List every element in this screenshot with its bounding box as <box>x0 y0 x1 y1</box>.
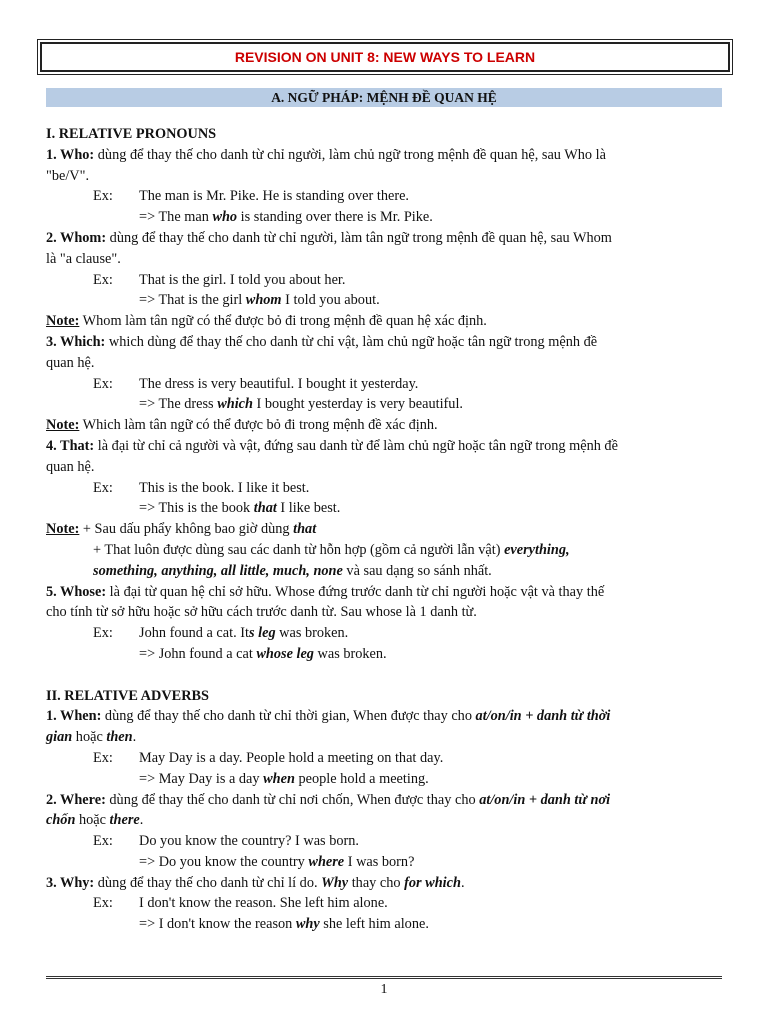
that-example: Ex: This is the book. I like it best. <box>93 479 310 496</box>
when-term: 1. When: <box>46 708 102 725</box>
when-answer: => May Day is a day when people hold a meeting. <box>139 770 429 787</box>
heading-relative-pronouns: I. RELATIVE PRONOUNS <box>46 126 217 142</box>
where-definition: 2. Where: dùng để thay thế cho danh từ chỉ nơi chốn, When được thay cho at/on/in + danh từ nơi <box>46 791 611 808</box>
who-definition-cont: "be/V". <box>46 167 90 184</box>
footer-divider <box>46 976 722 979</box>
who-definition: 1. Who: dùng để thay thế cho danh từ chỉ người, làm chủ ngữ trong mệnh đề quan hệ, sau Who là <box>46 146 606 163</box>
which-note: Note: Which làm tân ngữ có thể được bỏ đi trong mệnh đề xác định. <box>46 417 438 434</box>
which-definition-cont: quan hệ. <box>46 354 95 371</box>
where-term: 2. Where: <box>46 791 106 808</box>
where-answer: => Do you know the country where I was born? <box>139 853 415 870</box>
whose-term: 5. Whose: <box>46 583 107 600</box>
that-term: 4. That: <box>46 437 95 454</box>
where-definition-cont: chốn hoặc there. <box>46 812 144 829</box>
when-definition-cont: gian hoặc then. <box>46 729 137 746</box>
document-title: REVISION ON UNIT 8: NEW WAYS TO LEARN <box>234 49 536 65</box>
whom-term: 2. Whom: <box>46 229 107 246</box>
section-a-header <box>46 88 722 107</box>
whom-note: Note: Whom làm tân ngữ có thể được bỏ đi trong mệnh đề quan hệ xác định. <box>46 313 487 330</box>
whom-answer: => That is the girl whom I told you about. <box>139 292 380 309</box>
which-answer: => The dress which I bought yesterday is very beautiful. <box>139 396 463 413</box>
heading-relative-adverbs: II. RELATIVE ADVERBS <box>46 687 210 704</box>
when-definition: 1. When: dùng để thay thế cho danh từ chỉ thời gian, When được thay cho at/on/in + danh từ thời <box>46 708 611 725</box>
whom-definition-cont: là "a clause". <box>46 250 121 267</box>
that-definition-cont: quan hệ. <box>46 458 95 475</box>
why-answer: => I don't know the reason why she left him alone. <box>139 916 429 933</box>
which-term: 3. Which: <box>46 333 106 350</box>
that-note-2: + That luôn được dùng sau các danh từ hỗn hợp (gồm cả người lẫn vật) everything, <box>93 541 570 558</box>
why-term: 3. Why: <box>46 874 95 891</box>
whose-answer: => John found a cat whose leg was broken. <box>139 645 387 662</box>
where-example: Ex: Do you know the country? I was born. <box>93 833 359 850</box>
who-answer: => The man who is standing over there is Mr. Pike. <box>139 209 433 226</box>
that-answer: => This is the book that I like best. <box>139 500 341 517</box>
why-definition: 3. Why: dùng để thay thế cho danh từ chỉ lí do. Why thay cho for which. <box>46 874 465 891</box>
whom-definition: 2. Whom: dùng để thay thế cho danh từ chỉ người, làm tân ngữ trong mệnh đề quan hệ, sau Whom <box>46 229 612 246</box>
which-definition: 3. Which: which dùng để thay thế cho danh từ chỉ vật, làm chủ ngữ hoặc tân ngữ trong mệnh đề <box>46 333 598 350</box>
who-term: 1. Who: <box>46 146 95 163</box>
spacer <box>46 665 722 686</box>
that-definition: 4. That: là đại từ chỉ cả người và vật, đứng sau danh từ để làm chủ ngữ hoặc tân ngữ trong mệnh đề <box>46 437 618 454</box>
section-a-title: A. NGỮ PHÁP: MỆNH ĐỀ QUAN HỆ <box>271 89 497 105</box>
who-example: Ex: The man is Mr. Pike. He is standing over there. <box>93 188 410 205</box>
when-example: Ex: May Day is a day. People hold a meeting on that day. <box>93 749 444 766</box>
whose-definition-cont: cho tính từ sở hữu hoặc sở hữu cách trước danh từ. Sau whose là 1 danh từ. <box>46 604 477 621</box>
why-example: Ex: I don't know the reason. She left him alone. <box>93 895 388 912</box>
which-example: Ex: The dress is very beautiful. I bought it yesterday. <box>93 375 419 392</box>
that-note-3: something, anything, all little, much, none và sau dạng so sánh nhất. <box>93 562 492 579</box>
whom-example: Ex: That is the girl. I told you about her. <box>93 271 346 288</box>
that-note-1: Note: + Sau dấu phẩy không bao giờ dùng that <box>46 521 317 538</box>
document-title-box <box>40 42 730 72</box>
document-body <box>46 124 722 935</box>
whose-example: Ex: John found a cat. Its leg was broken. <box>93 625 349 642</box>
whose-definition: 5. Whose: là đại từ quan hệ chỉ sở hữu. Whose đứng trước danh từ chỉ người hoặc vật và thay thế <box>46 583 605 600</box>
page-number: 1 <box>380 982 388 997</box>
